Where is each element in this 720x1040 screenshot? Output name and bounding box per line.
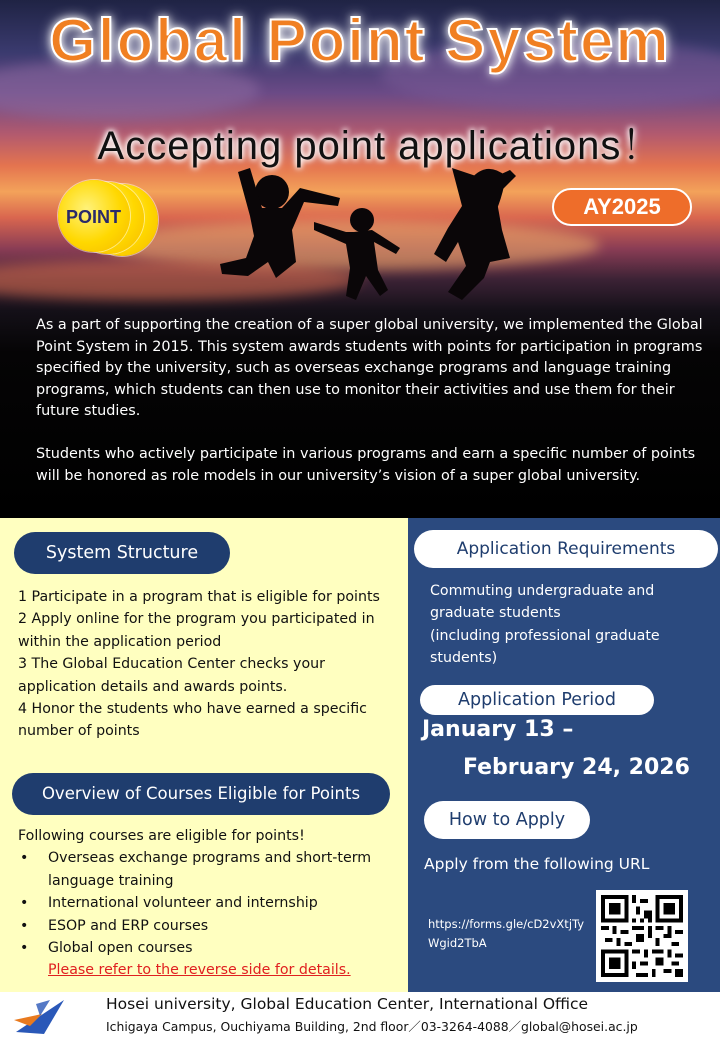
- step-item: 4 Honor the students who have earned a specific number of points: [18, 701, 367, 740]
- how-to-apply-heading: How to Apply: [424, 801, 590, 839]
- intro-paragraph-1: As a part of supporting the creation of a super global university, we implemented the Global Point System in 2015. This system awards students with points for participation in programs specified by the university, such as overseas exchange programs and language training programs, which students can then use to monitor their activities and use them for their future studies.: [36, 317, 703, 420]
- point-coin-label: POINT: [66, 207, 122, 227]
- step-item: 1 Participate in a program that is eligible for points: [18, 589, 380, 605]
- period-end-date: February 24, 2026: [463, 755, 690, 780]
- course-item: • Overseas exchange programs and short-term language training: [18, 847, 403, 892]
- left-panel: [0, 518, 408, 992]
- footer-organization: Hosei university, Global Education Center, International Office: [106, 995, 589, 1013]
- step-item: 2 Apply online for the program you participated in within the application period: [18, 611, 375, 650]
- courses-intro: Following courses are eligible for points!: [18, 828, 305, 844]
- course-item: • International volunteer and internship: [18, 892, 403, 914]
- application-url-link[interactable]: https://forms.gle/cD2vXtjTyWgid2TbA: [428, 917, 585, 950]
- courses-heading: Overview of Courses Eligible for Points: [12, 773, 390, 815]
- period-start-date: January 13 –: [422, 717, 574, 742]
- hosei-logo-icon: [14, 996, 70, 1036]
- system-structure-heading: System Structure: [14, 532, 230, 574]
- system-structure-steps: [18, 586, 398, 743]
- requirements-heading: Application Requirements: [414, 530, 718, 568]
- page-subtitle: Accepting point applications！: [97, 124, 663, 168]
- reverse-side-reference: Please refer to the reverse side for details.: [48, 962, 351, 979]
- footer-contact: Ichigaya Campus, Ouchiyama Building, 2nd floor／03-3264-4088／global@hosei.ac.jp: [106, 1019, 638, 1034]
- courses-list: [18, 847, 403, 959]
- year-badge: AY2025: [552, 188, 692, 226]
- footer: [0, 992, 720, 1040]
- course-item: • ESOP and ERP courses: [18, 915, 403, 937]
- intro-paragraph-2: Students who actively participate in various programs and earn a specific number of points will be honored as role models in our university’s vision of a super global university.: [36, 445, 696, 484]
- page-title: Global Point System: [49, 7, 671, 74]
- hero-banner: [0, 0, 720, 518]
- intro-text: [36, 315, 706, 508]
- course-item: • Global open courses: [18, 937, 403, 959]
- qr-code-icon[interactable]: [596, 890, 688, 982]
- application-period-heading: Application Period: [420, 685, 654, 715]
- right-panel: [408, 518, 720, 992]
- requirements-text: Commuting undergraduate and graduate students (including professional graduate students): [430, 583, 660, 667]
- apply-instruction: Apply from the following URL: [424, 855, 650, 873]
- step-item: 3 The Global Education Center checks your application details and awards points.: [18, 656, 325, 695]
- courses-section: [18, 825, 403, 982]
